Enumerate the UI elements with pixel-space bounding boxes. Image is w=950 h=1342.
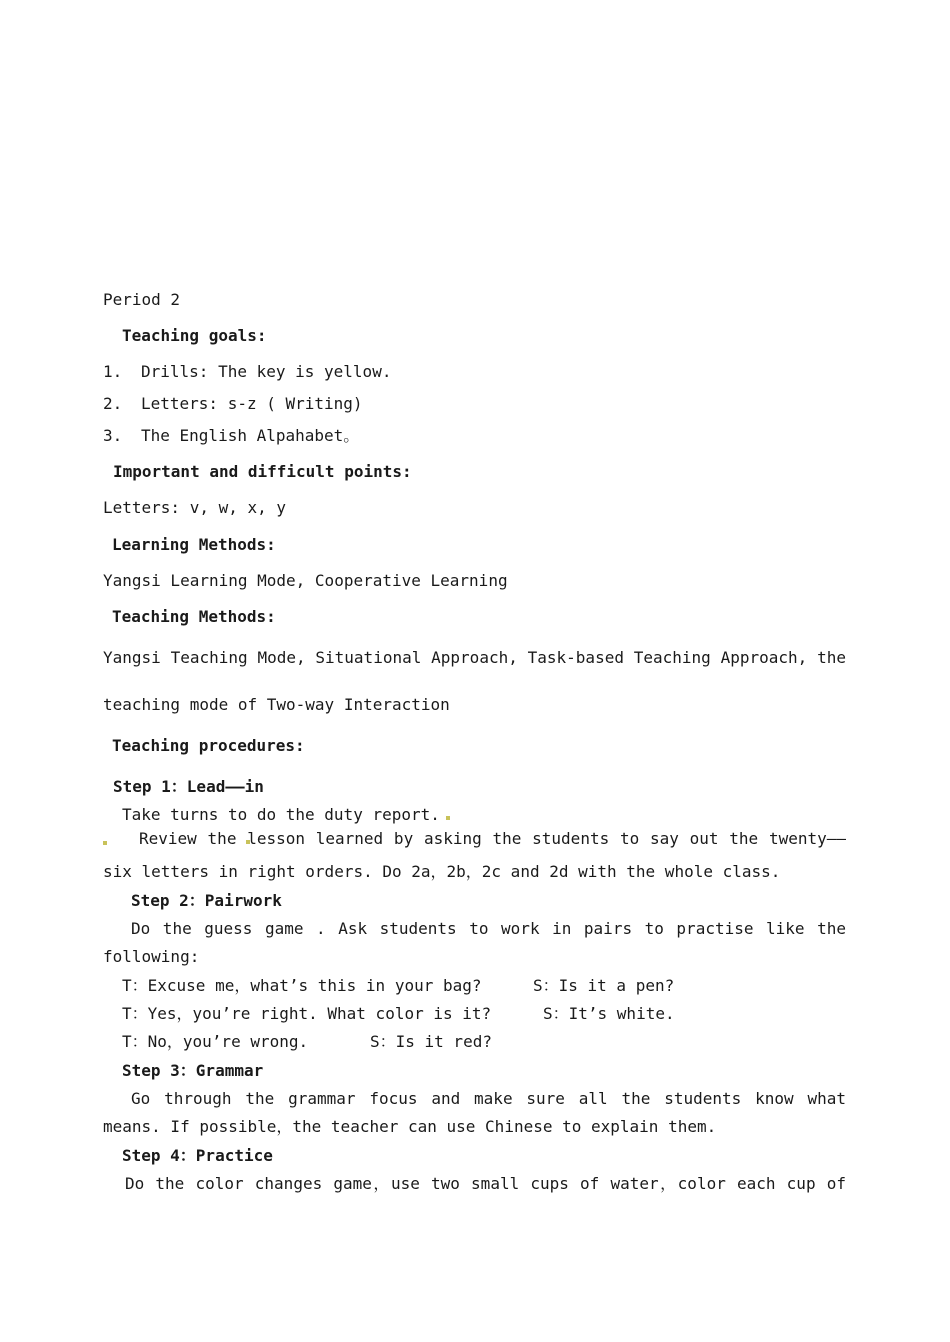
points-text: Letters: v, w, x, y — [103, 498, 287, 517]
dialogue-teacher-2: T：Yes，you’re right. What color is it? — [122, 1004, 492, 1023]
step4-line-1: Do the color changes game，use two small cups of water，color each cup of — [125, 1174, 846, 1193]
step4-heading: Step 4：Practice — [122, 1146, 273, 1165]
goal-number-2: 2. — [103, 394, 123, 413]
goals-heading: Teaching goals: — [122, 326, 267, 345]
step1-heading: Step 1：Lead——in — [113, 777, 264, 796]
step1-line-2: Review the lesson learned by asking the students to say out the twenty—— — [139, 829, 846, 848]
step3-line-2: means. If possible，the teacher can use Chinese to explain them. — [103, 1117, 717, 1136]
goal-text-1: Drills: The key is yellow. — [141, 362, 392, 381]
points-heading: Important and difficult points: — [113, 462, 412, 481]
dialogue-student-1: S：Is it a pen? — [533, 976, 675, 995]
dialogue-student-3: S：Is it red? — [370, 1032, 492, 1051]
teaching-methods-text-2: teaching mode of Two-way Interaction — [103, 695, 450, 714]
step2-heading: Step 2：Pairwork — [131, 891, 282, 910]
goal-text-2: Letters: s-z ( Writing) — [141, 394, 363, 413]
dialogue-teacher-1: T：Excuse me，what’s this in your bag? — [122, 976, 482, 995]
step2-line-2: following: — [103, 947, 200, 966]
teaching-methods-text-1: Yangsi Teaching Mode, Situational Approach, Task-based Teaching Approach, the — [103, 648, 846, 667]
goal-number-1: 1. — [103, 362, 123, 381]
step1-line-3: six letters in right orders. Do 2a，2b，2c and 2d with the whole class. — [103, 862, 781, 881]
step3-heading: Step 3：Grammar — [122, 1061, 264, 1080]
procedures-heading: Teaching procedures: — [112, 736, 305, 755]
teaching-methods-heading: Teaching Methods: — [112, 607, 276, 626]
dialogue-teacher-3: T：No，you’re wrong. — [122, 1032, 309, 1051]
period-title: Period 2 — [103, 290, 181, 309]
step3-line-1: Go through the grammar focus and make sure all the students know what — [131, 1089, 846, 1108]
step2-line-1: Do the guess game . Ask students to work in pairs to practise like the — [131, 919, 846, 938]
learning-methods-text: Yangsi Learning Mode, Cooperative Learning — [103, 571, 508, 590]
goal-number-3: 3. — [103, 426, 123, 445]
learning-methods-heading: Learning Methods: — [112, 535, 276, 554]
step1-line-1: Take turns to do the duty report. — [122, 805, 440, 824]
dialogue-student-2: S：It’s white. — [543, 1004, 675, 1023]
revision-marker — [103, 841, 107, 845]
goal-text-3: The English Alpahabet。 — [141, 426, 360, 445]
revision-marker — [446, 816, 450, 820]
